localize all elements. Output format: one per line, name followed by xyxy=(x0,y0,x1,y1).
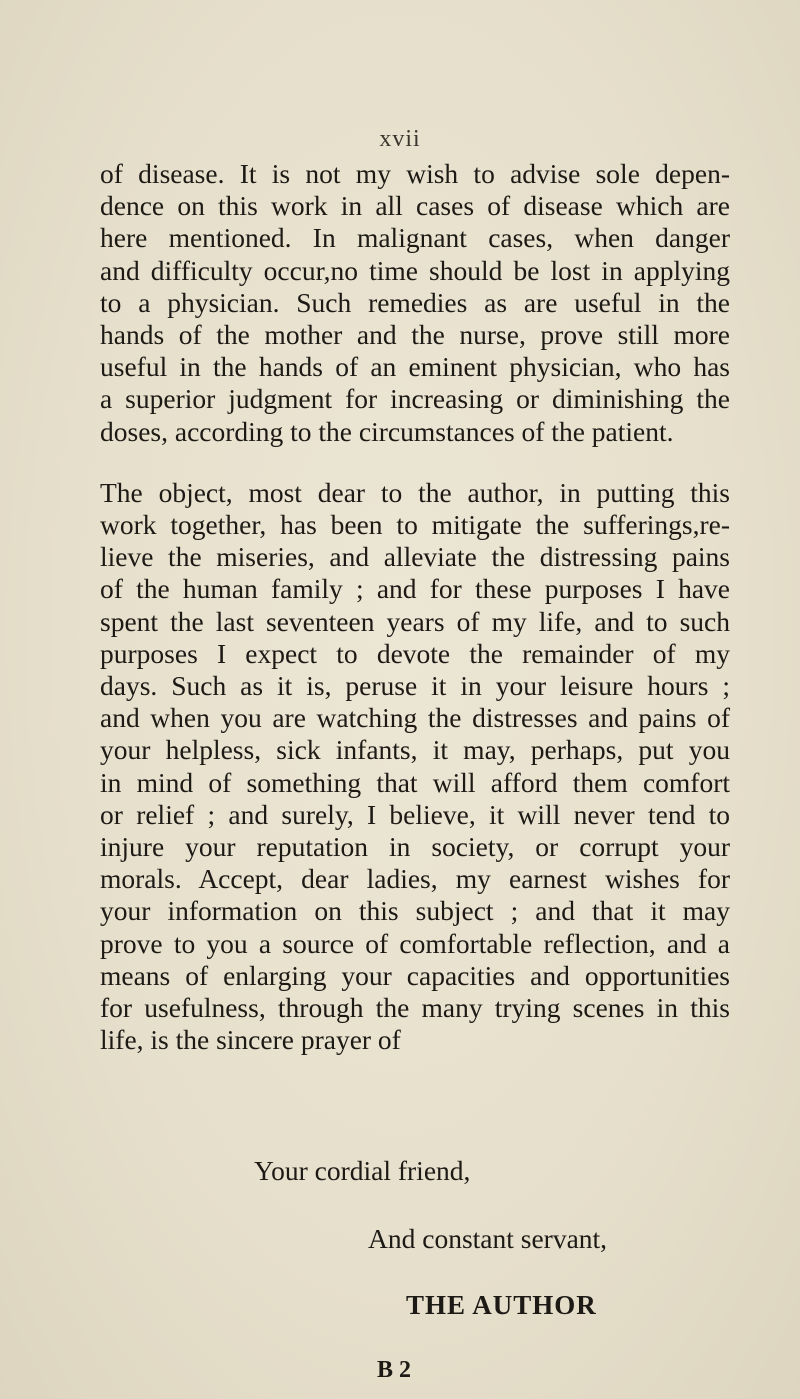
text-line: purposes I expect to devote the remainder of my xyxy=(100,637,730,669)
author-signature: THE AUTHOR xyxy=(406,1290,597,1320)
text-line: here mentioned. In malignant cases, when danger xyxy=(100,222,730,254)
signature-mark: B 2 xyxy=(377,1357,412,1383)
text-line: prove to you a source of comfortable reflection, and a xyxy=(100,927,730,959)
text-line: useful in the hands of an eminent physician, who has xyxy=(100,351,730,383)
text-line: and difficulty occur,no time should be lost in applying xyxy=(100,254,730,286)
text-line: spent the last seventeen years of my life, and to such xyxy=(100,605,730,637)
text-line: for usefulness, through the many trying scenes in this xyxy=(100,992,730,1024)
text-line: of the human family ; and for these purposes I have xyxy=(100,573,730,605)
text-line: morals. Accept, dear ladies, my earnest wishes for xyxy=(100,863,730,895)
text-line: lieve the miseries, and alleviate the distressing pains xyxy=(100,541,730,573)
text-line: or relief ; and surely, I believe, it will never tend to xyxy=(100,798,730,830)
paragraph-1 xyxy=(100,158,730,448)
page-number: xvii xyxy=(379,126,421,152)
text-line: The object, most dear to the author, in putting this xyxy=(100,476,730,508)
page-body xyxy=(100,158,730,1056)
text-line: life, is the sincere prayer of xyxy=(100,1024,401,1056)
text-line: your information on this subject ; and that it may xyxy=(100,895,730,927)
text-line: in mind of something that will afford them comfort xyxy=(100,766,730,798)
closing-salutation: Your cordial friend, xyxy=(254,1155,471,1186)
text-line: hands of the mother and the nurse, prove still more xyxy=(100,319,730,351)
text-line: means of enlarging your capacities and opportunities xyxy=(100,959,730,991)
text-line: dence on this work in all cases of disease which are xyxy=(100,190,730,222)
paragraph-2 xyxy=(100,477,730,1057)
text-line: a superior judgment for increasing or diminishing the xyxy=(100,383,730,415)
text-line: work together, has been to mitigate the sufferings,re- xyxy=(100,509,730,541)
text-line: your helpless, sick infants, it may, perhaps, put you xyxy=(100,734,730,766)
text-line: doses, according to the circumstances of the patient. xyxy=(100,415,674,447)
closing-servant: And constant servant, xyxy=(368,1223,608,1254)
text-line: of disease. It is not my wish to advise sole depen- xyxy=(100,158,730,189)
text-line: to a physician. Such remedies as are useful in the xyxy=(100,286,730,318)
text-line: injure your reputation in society, or corrupt your xyxy=(100,831,730,863)
text-line: and when you are watching the distresses and pains of xyxy=(100,702,730,734)
text-line: days. Such as it is, peruse it in your leisure hours ; xyxy=(100,670,730,702)
